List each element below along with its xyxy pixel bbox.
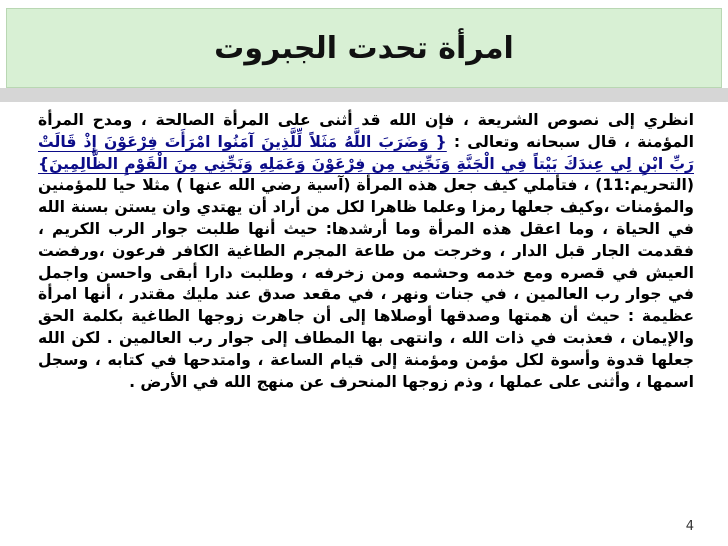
title-box	[6, 8, 722, 88]
body-paragraph	[38, 110, 694, 393]
page-number: 4	[685, 519, 694, 534]
slide-title: امرأة تحدت الجبروت	[214, 30, 514, 66]
quran-verse: { وَضَرَبَ اللَّهُ مَثَلاً لِّلَّذِينَ آمَنُوا امْرَأَتَ فِرْعَوْنَ إِذْ قَالَتْ رَبِّ ابْنِ لِي عِندَكَ بَيْتاً فِي الْجَنَّةِ وَنَجِّنِي مِن فِرْعَوْنَ وَعَمَلِهِ وَنَجِّنِي مِنَ الْقَوْمِ الظَّالِمِينَ}	[38, 132, 694, 173]
body-intro-text: انظري إلى نصوص الشريعة ، فإن الله قد أثنى على المرأة الصالحة ، ومدح المرأة المؤمنة ، قال سبحانه وتعالى :	[38, 111, 694, 151]
body-rest-text: (التحريم:11) ، فتأملي كيف جعل هذه المرأة (آسية رضي الله عنها ) مثلا حيا للمؤمنين والمؤمنات ،وكيف جعلها رمزا وعلما ظاهرا لكل من أراد أن يهتدي وان يستن بسنة الله في الحياة ، وما اعقل هذه المرأة وما أرشدها: حيث أنها طلبت جوار الرب الكريم ، فقدمت الجار قبل الدار ، وخرجت من طاعة المجرم الطاغية الكافر فرعون ،ورفضت العيش في قصره ومع خدمه وحشمه ومن زخرفه ، وطلبت دارا أبقى واحسن واجمل في جوار رب العالمين ، في جنات ونهر ، في مقعد صدق عند مليك مقتدر ، أنها امرأة عظيمة : حيث أن همتها وصدقها أوصلاها إلى أن جاهرت زوجها الطاغية بكلمة الحق والإيمان ، فعذبت في ذات الله ، وانتهى بها المطاف إلى جوار رب العالمين . لكن الله جعلها قدوة وأسوة لكل مؤمن ومؤمنة إلى قيام الساعة ، وامتدحها في كتابه ، وسجل اسمها ، وأثنى على عملها ، وذم زوجها المنحرف عن منهج الله في الأرض .	[38, 176, 694, 391]
title-divider-bar	[0, 88, 728, 102]
